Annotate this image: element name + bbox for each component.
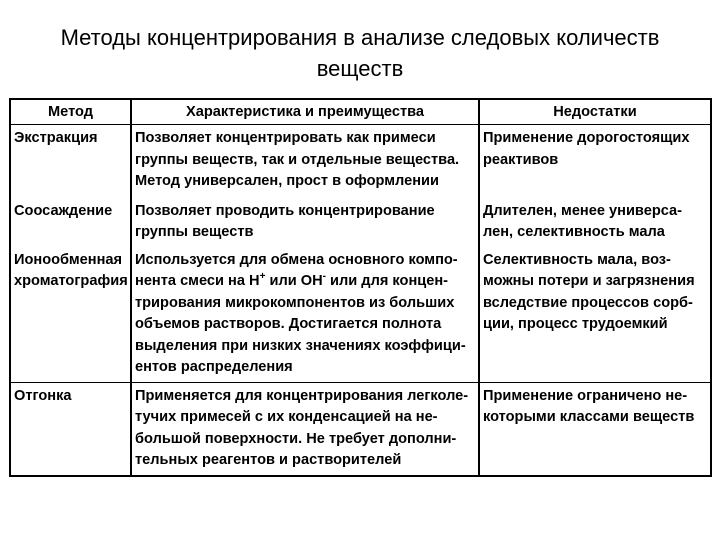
advantages-cell: Позволяет проводить концентрирование группы веществ xyxy=(131,198,479,247)
advantages-cell: Позволяет концентрировать как примеси группы веществ, так и отдельные вещества. Метод универсален, прост в оформлении xyxy=(131,125,479,198)
advantages-text-part: Используется для обмена основного компо-нента смеси на H xyxy=(135,251,458,289)
advantages-cell: Применяется для концентрирования легколе-тучих примесей с их конденсацией на не-большой поверхности. Не требует дополни-тельных реагентов и растворителей xyxy=(131,382,479,476)
table-row xyxy=(10,247,711,383)
table-header-row xyxy=(10,99,711,125)
header-advantages: Характеристика и преимущества xyxy=(131,99,479,125)
drawbacks-cell: Применение ограничено не-которыми классами веществ xyxy=(479,382,711,476)
advantages-text-part: или OH xyxy=(265,273,323,289)
header-drawbacks: Недостатки xyxy=(479,99,711,125)
method-cell: Экстракция xyxy=(10,125,131,198)
drawbacks-cell: Длителен, менее универса-лен, селективность мала xyxy=(479,198,711,247)
drawbacks-cell: Селективность мала, воз-можны потери и загрязнения вследствие процессов сорб-ции, процесс трудоемкий xyxy=(479,247,711,383)
slide-title-line-2: веществ xyxy=(316,56,404,81)
table-row xyxy=(10,198,711,247)
advantages-text-part: или для концен-трирования микрокомпонентов из больших объемов растворов. Достигается полнота выделения при низких значениях коэффици-ентов распределения xyxy=(135,273,466,375)
superscript-plus: + xyxy=(259,271,266,282)
slide-title xyxy=(0,22,720,84)
method-cell: Соосаждение xyxy=(14,202,113,219)
methods-table xyxy=(9,98,712,477)
slide-title-line-1: Методы концентрирования в анализе следовых количеств xyxy=(60,25,660,50)
table-row xyxy=(10,382,711,476)
table-row xyxy=(10,125,711,198)
method-cell: Отгонка xyxy=(10,382,131,476)
superscript-minus: - xyxy=(322,271,326,282)
method-cell: Ионообменная хроматография xyxy=(14,251,128,289)
advantages-cell xyxy=(131,247,479,383)
drawbacks-cell: Применение дорогостоящих реактивов xyxy=(479,125,711,198)
header-method: Метод xyxy=(10,99,131,125)
